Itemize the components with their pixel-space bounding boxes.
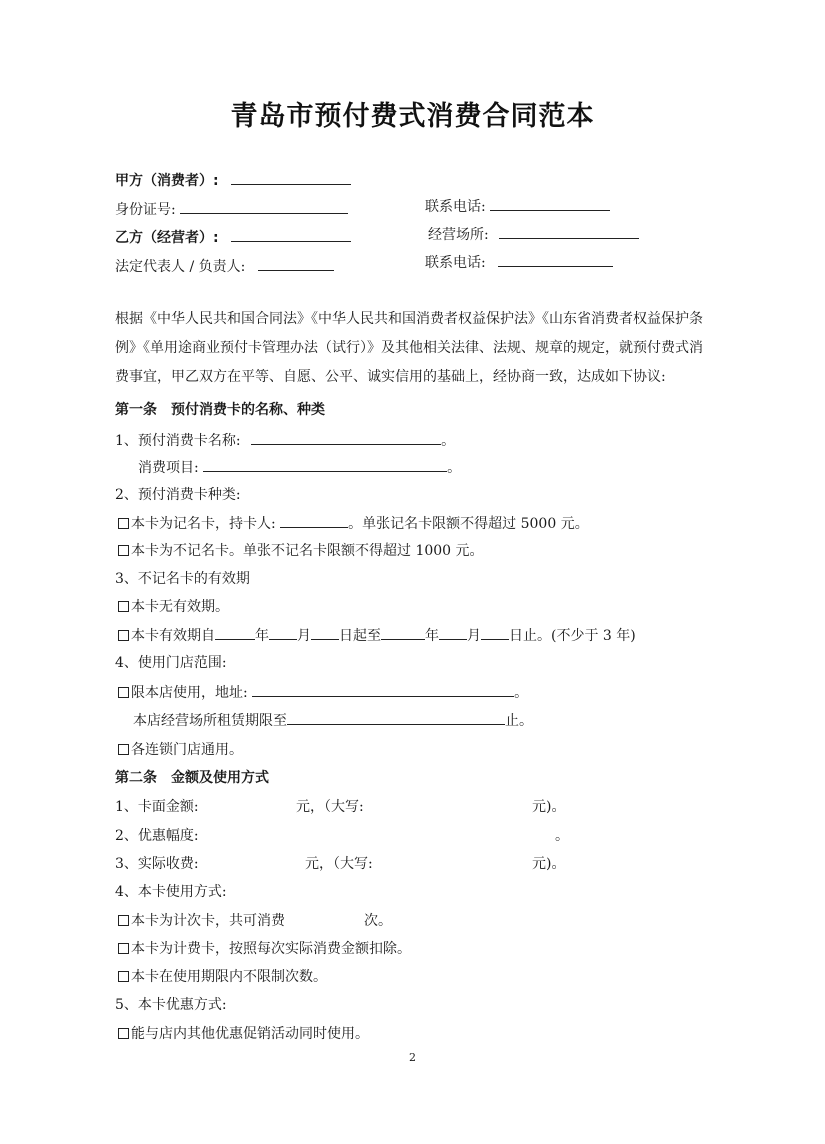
phone-b-blank[interactable] (498, 252, 613, 267)
consumption-item-period: 。 (447, 460, 462, 476)
count-card-text-a: 本卡为计次卡，共可消费 (131, 913, 285, 929)
usage-method-heading: 4、本卡使用方式: (115, 884, 227, 900)
start-month-label: 月 (297, 628, 311, 644)
combine-promo-row (118, 1024, 369, 1044)
store-address-blank[interactable] (252, 682, 514, 697)
discount-method-heading: 5、本卡优惠方式: (115, 997, 227, 1013)
page-title: 青岛市预付费式消费合同范本 (230, 101, 595, 132)
phone-a-row (425, 196, 610, 217)
fee-card-checkbox[interactable] (118, 943, 129, 954)
start-month-blank[interactable] (269, 625, 297, 640)
discount-label: 2、优惠幅度: (115, 828, 199, 844)
card-name-row (115, 430, 455, 451)
legal-rep-row (115, 256, 334, 277)
validity-heading: 3、不记名卡的有效期 (115, 571, 250, 587)
id-number-label: 身份证号: (115, 202, 176, 218)
chain-stores-checkbox[interactable] (118, 744, 129, 755)
face-value-close: 元)。 (532, 799, 566, 815)
count-card-checkbox[interactable] (118, 915, 129, 926)
this-store-row (118, 682, 528, 703)
phone-a-label: 联系电话: (425, 199, 486, 215)
named-card-text-a: 本卡为记名卡，持卡人: (131, 516, 276, 532)
named-card-row (118, 513, 589, 534)
start-year-label: 年 (255, 628, 269, 644)
validity-period-row (118, 625, 636, 646)
named-card-checkbox[interactable] (118, 518, 129, 529)
lease-text-b: 止。 (505, 713, 533, 729)
end-month-label: 月 (467, 628, 481, 644)
this-store-text: 限本店使用，地址: (131, 685, 248, 701)
fee-card-text: 本卡为计费卡，按照每次实际消费金额扣除。 (131, 941, 411, 957)
actual-fee-close: 元)。 (532, 856, 566, 872)
preamble-paragraph: 根据《中华人民共和国合同法》《中华人民共和国消费者权益保护法》《山东省消费者权益保护条例》《单用途商业预付卡管理办法（试行）》及其他相关法律、法规、规章的规定，就预付费式消费事宜，甲乙双方在平等、自愿、公平、诚实信用的基础上，经协商一致，达成如下协议: (115, 311, 703, 385)
start-day-label: 日起至 (339, 628, 381, 644)
phone-b-label: 联系电话: (425, 255, 486, 271)
chain-stores-text: 各连锁门店通用。 (131, 742, 243, 758)
count-card-row (118, 911, 285, 931)
party-a-row (115, 170, 351, 191)
end-year-blank[interactable] (381, 625, 425, 640)
combine-promo-text: 能与店内其他优惠促销活动同时使用。 (131, 1026, 369, 1042)
actual-fee-upper-label: 元，（大写: (305, 856, 373, 872)
this-store-checkbox[interactable] (118, 687, 129, 698)
end-year-label: 年 (425, 628, 439, 644)
face-value-label: 1、卡面金额: (115, 799, 199, 815)
validity-text-a: 本卡有效期自 (131, 628, 215, 644)
start-year-blank[interactable] (215, 625, 255, 640)
consumption-item-row (138, 457, 461, 478)
card-type-heading: 2、预付消费卡种类: (115, 487, 241, 503)
discount-period: 。 (555, 828, 569, 844)
no-expiry-text: 本卡无有效期。 (131, 599, 229, 615)
lease-term-blank[interactable] (287, 710, 505, 725)
consumption-item-blank[interactable] (203, 457, 447, 472)
phone-a-blank[interactable] (490, 196, 610, 211)
fee-card-row (118, 939, 411, 959)
party-b-label: 乙方（经营者）: (115, 230, 219, 246)
party-a-blank[interactable] (231, 170, 351, 185)
party-b-row (115, 227, 351, 248)
id-number-row (115, 199, 348, 220)
party-a-label: 甲方（消费者）: (115, 173, 219, 189)
end-day-blank[interactable] (481, 625, 509, 640)
cardholder-blank[interactable] (280, 513, 348, 528)
unnamed-card-checkbox[interactable] (118, 545, 129, 556)
article-2-heading: 第二条 金额及使用方式 (115, 770, 269, 786)
card-name-blank[interactable] (251, 430, 441, 445)
legal-rep-label: 法定代表人 / 负责人: (115, 259, 246, 275)
count-card-text-b: 次。 (364, 913, 392, 929)
lease-term-row (133, 710, 533, 731)
article-1-heading: 第一条 预付消费卡的名称、种类 (115, 402, 325, 418)
no-expiry-checkbox[interactable] (118, 601, 129, 612)
card-name-label: 1、预付消费卡名称: (115, 433, 241, 449)
store-address-period: 。 (514, 685, 529, 701)
legal-rep-blank[interactable] (258, 256, 334, 271)
unlimited-row (118, 967, 327, 987)
business-place-row (428, 224, 639, 245)
no-expiry-row (118, 597, 229, 617)
face-value-row (115, 797, 199, 817)
validity-period-checkbox[interactable] (118, 630, 129, 641)
card-name-period: 。 (441, 433, 456, 449)
store-scope-heading: 4、使用门店范围: (115, 655, 227, 671)
end-month-blank[interactable] (439, 625, 467, 640)
end-day-label: 日止。(不少于 3 年) (509, 628, 636, 644)
lease-text-a: 本店经营场所租赁期限至 (133, 713, 287, 729)
unlimited-text: 本卡在使用期限内不限制次数。 (131, 969, 327, 985)
named-card-text-b: 。单张记名卡限额不得超过 5000 元。 (348, 516, 589, 532)
chain-stores-row (118, 740, 243, 760)
business-place-blank[interactable] (499, 224, 639, 239)
page-number: 2 (409, 1051, 416, 1064)
unlimited-checkbox[interactable] (118, 971, 129, 982)
party-b-blank[interactable] (231, 227, 351, 242)
unnamed-card-row (118, 541, 484, 561)
consumption-item-label: 消费项目: (138, 460, 199, 476)
unnamed-card-text: 本卡为不记名卡。单张不记名卡限额不得超过 1000 元。 (131, 543, 484, 559)
start-day-blank[interactable] (311, 625, 339, 640)
id-number-blank[interactable] (180, 199, 348, 214)
phone-b-row (425, 252, 613, 273)
face-value-upper-label: 元，（大写: (296, 799, 364, 815)
actual-fee-label: 3、实际收费: (115, 856, 199, 872)
combine-promo-checkbox[interactable] (118, 1028, 129, 1039)
business-place-label: 经营场所: (428, 227, 489, 243)
